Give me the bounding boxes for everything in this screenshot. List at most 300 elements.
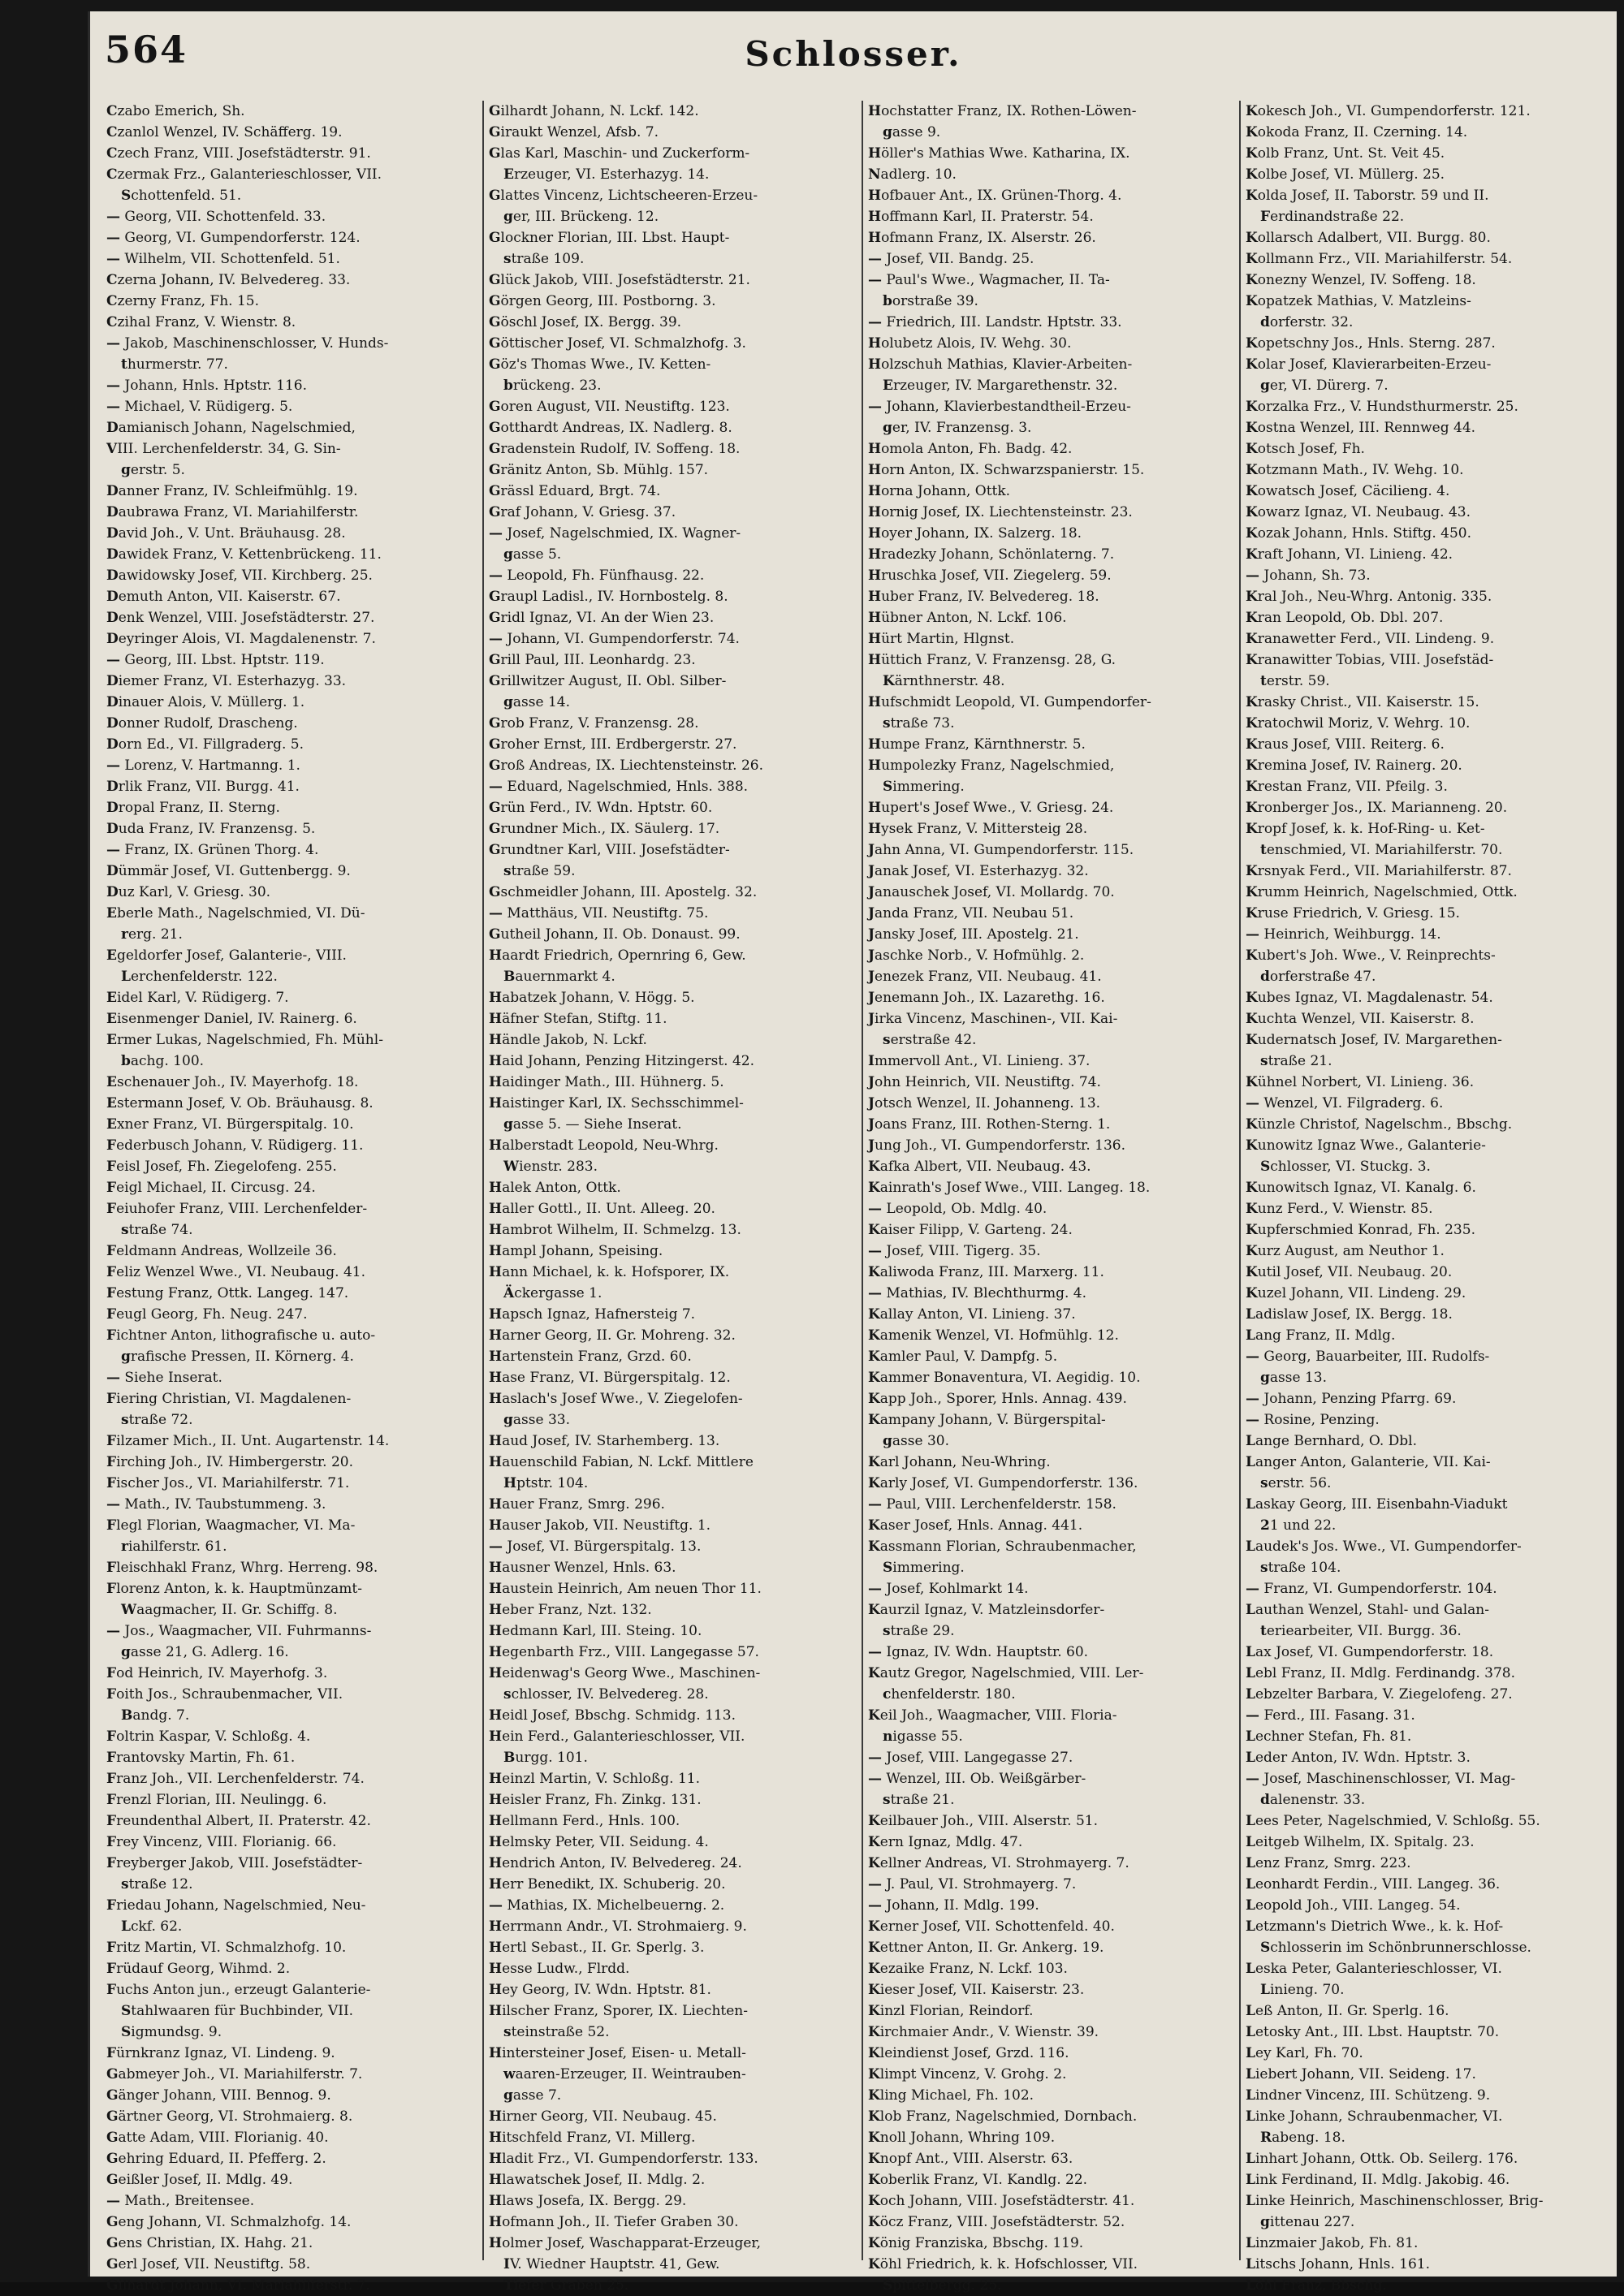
directory-entry: Gänger Johann, VIII. Bennog. 9.	[106, 2087, 331, 2104]
directory-entry: Kettner Anton, II. Gr. Ankerg. 19.	[868, 1940, 1104, 1956]
directory-entry: Jansky Josef, III. Apostelg. 21.	[868, 926, 1079, 943]
directory-entry: Haustein Heinrich, Am neuen Thor 11.	[489, 1581, 762, 1597]
directory-entry: — Michael, V. Rüdigerg. 5.	[106, 399, 293, 415]
directory-entry: dorferstraße 47.	[1260, 969, 1376, 985]
directory-entry: Lechner Stefan, Fh. 81.	[1246, 1728, 1412, 1745]
directory-entry: Sigmundsg. 9.	[121, 2024, 222, 2040]
directory-entry: Drlik Franz, VII. Burgg. 41.	[106, 779, 300, 795]
directory-entry: bachg. 100.	[121, 1053, 205, 1069]
directory-entry: straße 12.	[121, 1876, 193, 1892]
directory-entry: Jahn Anna, VI. Gumpendorferstr. 115.	[868, 842, 1134, 858]
directory-entry: Koch Johann, VIII. Josefstädterstr. 41.	[868, 2193, 1135, 2209]
directory-entry: Tiefer Graben 25.	[503, 2277, 629, 2294]
directory-entry: Hufschmidt Leopold, VI. Gumpendorfer-	[868, 694, 1151, 710]
directory-entry: tenschmied, VI. Mariahilferstr. 70.	[1260, 842, 1503, 858]
directory-entry: — Josef, VI. Bürgerspitalg. 13.	[489, 1539, 702, 1555]
directory-entry: Kostna Wenzel, III. Rennweg 44.	[1246, 420, 1476, 436]
directory-entry: Köhl Friedrich, k. k. Hofschlosser, VII.	[868, 2256, 1138, 2272]
directory-entry: Habatzek Johann, V. Högg. 5.	[489, 990, 695, 1006]
directory-entry: Glück Jakob, VIII. Josefstädterstr. 21.	[489, 272, 750, 288]
directory-entry: Hase Franz, VI. Bürgerspitalg. 12.	[489, 1370, 731, 1386]
directory-entry: Spittelbergg. 25.	[883, 2277, 1002, 2294]
directory-entry: Lange Bernhard, O. Dbl.	[1246, 1433, 1418, 1449]
directory-entry: Künzle Christof, Nagelschm., Bbschg.	[1246, 1116, 1513, 1133]
directory-entry: — Johann, Klavierbestandtheil-Erzeu-	[868, 399, 1131, 415]
directory-entry: Geißler Josef, II. Mdlg. 49.	[106, 2172, 293, 2188]
directory-entry: Flegl Florian, Waagmacher, VI. Ma-	[106, 1517, 356, 1534]
directory-entry: Lax Josef, VI. Gumpendorferstr. 18.	[1246, 1644, 1494, 1660]
directory-entry: Hürt Martin, Hlgnst.	[868, 631, 1015, 647]
directory-entry: gerstr. 5.	[121, 462, 185, 478]
directory-entry: Hegenbarth Frz., VIII. Langegasse 57.	[489, 1644, 759, 1660]
directory-entry: Herr Benedikt, IX. Schuberig. 20.	[489, 1876, 726, 1892]
directory-entry: gasse 21, G. Adlerg. 16.	[121, 1644, 289, 1660]
directory-entry: Kral Joh., Neu-Whrg. Antonig. 335.	[1246, 589, 1492, 605]
directory-entry: Grill Paul, III. Leonhardg. 23.	[489, 652, 696, 668]
directory-entry: Kranawetter Ferd., VII. Lindeng. 9.	[1246, 631, 1495, 647]
directory-entry: — Georg, Bauarbeiter, III. Rudolfs-	[1246, 1349, 1490, 1365]
directory-entry: Schottenfeld. 51.	[121, 188, 242, 204]
directory-entry: — Georg, III. Lbst. Hptstr. 119.	[106, 652, 325, 668]
directory-entry: Damianisch Johann, Nagelschmied,	[106, 420, 356, 436]
directory-entry: — Johann, VI. Gumpendorferstr. 74.	[489, 631, 740, 647]
directory-entry: Dümmär Josef, VI. Guttenbergg. 9.	[106, 863, 351, 879]
directory-entry: Hartenstein Franz, Grzd. 60.	[489, 1349, 692, 1365]
directory-entry: Kamenik Wenzel, VI. Hofmühlg. 12.	[868, 1327, 1119, 1344]
directory-entry: gittenau 227.	[1260, 2214, 1355, 2230]
directory-entry: Exner Franz, VI. Bürgerspitalg. 10.	[106, 1116, 354, 1133]
directory-entry: Feldmann Andreas, Wollzeile 36.	[106, 1243, 337, 1259]
directory-entry: Horn Anton, IX. Schwarzspanierstr. 15.	[868, 462, 1145, 478]
directory-entry: — Ferd., III. Fasang. 31.	[1246, 1707, 1415, 1724]
directory-entry: Laskay Georg, III. Eisenbahn-Viadukt	[1246, 1496, 1508, 1513]
directory-entry: Grässl Eduard, Brgt. 74.	[489, 483, 661, 499]
column-3	[862, 101, 1237, 2294]
directory-entry: Hauser Jakob, VII. Neustiftg. 1.	[489, 1517, 711, 1534]
directory-entry: Grundner Mich., IX. Säulerg. 17.	[489, 821, 720, 837]
directory-entry: — Franz, IX. Grünen Thorg. 4.	[106, 842, 319, 858]
directory-entry: — Josef, Kohlmarkt 14.	[868, 1581, 1029, 1597]
directory-entry: Wienstr. 283.	[503, 1159, 598, 1175]
directory-entry: — Lorenz, V. Hartmanng. 1.	[106, 757, 300, 774]
directory-entry: Schlosser, VI. Stuckg. 3.	[1260, 1159, 1431, 1175]
directory-entry: Haslach's Josef Wwe., V. Ziegelofen-	[489, 1391, 743, 1407]
directory-entry: ger, VI. Dürerg. 7.	[1260, 378, 1389, 394]
directory-entry: dorferstr. 32.	[1260, 314, 1354, 330]
directory-entry: Halberstadt Leopold, Neu-Whrg.	[489, 1137, 719, 1154]
directory-entry: Gschmeidler Johann, III. Apostelg. 32.	[489, 884, 758, 900]
directory-entry: Kamler Paul, V. Dampfg. 5.	[868, 1349, 1058, 1365]
directory-entry: chenfelderstr. 180.	[883, 1686, 1016, 1703]
directory-entry: Gränitz Anton, Sb. Mühlg. 157.	[489, 462, 709, 478]
directory-entry: Gridl Ignaz, VI. An der Wien 23.	[489, 610, 715, 626]
directory-entry: gasse 30.	[883, 1433, 949, 1449]
directory-entry: Geng Johann, VI. Schmalzhofg. 14.	[106, 2214, 352, 2230]
directory-entry: Kopetschny Jos., Hnls. Sterng. 287.	[1246, 335, 1496, 352]
directory-entry: Fischer Jos., VI. Mariahilferstr. 71.	[106, 1475, 350, 1491]
directory-entry: Firching Joh., IV. Himbergerstr. 20.	[106, 1454, 353, 1470]
directory-entry: steinstraße 52.	[503, 2024, 610, 2040]
directory-entry: Erzeuger, IV. Margarethenstr. 32.	[883, 378, 1118, 394]
directory-entry: Gatte Adam, VIII. Florianig. 40.	[106, 2130, 329, 2146]
directory-entry: Kellner Andreas, VI. Strohmayerg. 7.	[868, 1855, 1129, 1871]
directory-entry: Eberle Math., Nagelschmied, VI. Dü-	[106, 905, 365, 921]
directory-entry: Karly Josef, VI. Gumpendorferstr. 136.	[868, 1475, 1138, 1491]
directory-entry: Knoll Johann, Whring 109.	[868, 2130, 1056, 2146]
directory-entry: Litschs Johann, Hnls. 161.	[1246, 2256, 1430, 2272]
directory-entry: Dinauer Alois, V. Müllerg. 1.	[106, 694, 305, 710]
directory-entry: Kokoda Franz, II. Czerning. 14.	[1246, 124, 1468, 140]
directory-entry: Czerny Franz, Fh. 15.	[106, 293, 259, 309]
directory-entry: — Matthäus, VII. Neustiftg. 75.	[489, 905, 709, 921]
directory-entry: Knopf Ant., VIII. Alserstr. 63.	[868, 2151, 1073, 2167]
directory-entry: Leitgeb Wilhelm, IX. Spitalg. 23.	[1246, 1834, 1475, 1850]
directory-entry: Kupferschmied Konrad, Fh. 235.	[1246, 1222, 1475, 1238]
directory-entry: Fod Heinrich, IV. Mayerhofg. 3.	[106, 1665, 328, 1681]
directory-entry: Nadlerg. 10.	[868, 166, 957, 183]
directory-entry: Glas Karl, Maschin- und Zuckerform-	[489, 145, 750, 162]
directory-entry: Kärnthnerstr. 48.	[883, 673, 1005, 689]
directory-entry: Czihal Franz, V. Wienstr. 8.	[106, 314, 296, 330]
directory-entry: Kowarz Ignaz, VI. Neubaug. 43.	[1246, 504, 1471, 520]
directory-entry: König Franziska, Bbschg. 119.	[868, 2235, 1084, 2251]
directory-entry: Egeldorfer Josef, Galanterie-, VIII.	[106, 947, 347, 964]
page-title: Schlosser.	[745, 34, 962, 74]
directory-entry: Kaliwoda Franz, III. Marxerg. 11.	[868, 1264, 1104, 1280]
directory-entry: Rabeng. 18.	[1260, 2130, 1345, 2146]
directory-entry: Hesse Ludw., Flrdd.	[489, 1961, 630, 1977]
directory-entry: Friedau Johann, Nagelschmied, Neu-	[106, 1897, 366, 1914]
directory-entry: — Jos., Waagmacher, VII. Fuhrmanns-	[106, 1623, 372, 1639]
directory-entry: Harner Georg, II. Gr. Mohreng. 32.	[489, 1327, 736, 1344]
directory-entry: Dawidek Franz, V. Kettenbrückeng. 11.	[106, 546, 382, 563]
directory-entry: Kutil Josef, VII. Neubaug. 20.	[1246, 1264, 1453, 1280]
directory-entry: Hüttich Franz, V. Franzensg. 28, G.	[868, 652, 1116, 668]
directory-entry: Hintersteiner Josef, Eisen- u. Metall-	[489, 2045, 746, 2061]
directory-entry: rerg. 21.	[121, 926, 183, 943]
directory-entry: — Jakob, Maschinenschlosser, V. Hunds-	[106, 335, 389, 352]
directory-entry: Kolb Franz, Unt. St. Veit 45.	[1246, 145, 1445, 162]
directory-entry: straße 29.	[883, 1623, 955, 1639]
directory-entry: Lang Franz, II. Mdlg.	[1246, 1327, 1396, 1344]
directory-entry: — Ignaz, IV. Wdn. Hauptstr. 60.	[868, 1644, 1089, 1660]
directory-entry: Hlaws Josefa, IX. Bergg. 29.	[489, 2193, 687, 2209]
directory-entry: Kurz August, am Neuthor 1.	[1246, 1243, 1445, 1259]
directory-entry: Keilbauer Joh., VIII. Alserstr. 51.	[868, 1813, 1098, 1829]
directory-entry: Hellmann Ferd., Hnls. 100.	[489, 1813, 680, 1829]
directory-entry: Fichtner Anton, lithografische u. auto-	[106, 1327, 376, 1344]
directory-entry: Klimpt Vincenz, V. Grohg. 2.	[868, 2066, 1067, 2082]
directory-entry: straße 109.	[503, 251, 585, 267]
directory-entry: Lindner Vincenz, III. Schützeng. 9.	[1246, 2087, 1491, 2104]
directory-entry: Feigl Michael, II. Circusg. 24.	[106, 1180, 316, 1196]
directory-entry: Immervoll Ant., VI. Linieng. 37.	[868, 1053, 1091, 1069]
directory-entry: Koberlik Franz, VI. Kandlg. 22.	[868, 2172, 1088, 2188]
directory-entry: — Georg, VI. Gumpendorferstr. 124.	[106, 230, 361, 246]
directory-entry: Kotzmann Math., IV. Wehg. 10.	[1246, 462, 1464, 478]
directory-entry: Kern Ignaz, Mdlg. 47.	[868, 1834, 1023, 1850]
directory-entry: Kapp Joh., Sporer, Hnls. Annag. 439.	[868, 1391, 1127, 1407]
directory-entry: Graupl Ladisl., IV. Hornbostelg. 8.	[489, 589, 728, 605]
directory-entry: Kolar Josef, Klavierarbeiten-Erzeu-	[1246, 356, 1492, 373]
directory-entry: Humpe Franz, Kärnthnerstr. 5.	[868, 736, 1086, 753]
directory-entry: Feiuhofer Franz, VIII. Lerchenfelder-	[106, 1201, 368, 1217]
directory-entry: Hornig Josef, IX. Liechtensteinstr. 23.	[868, 504, 1133, 520]
directory-entry: Gilhardt Johann, N. Lckf. 142.	[489, 103, 699, 119]
directory-entry: Joans Franz, III. Rothen-Sterng. 1.	[868, 1116, 1111, 1133]
directory-entry: Kleindienst Josef, Grzd. 116.	[868, 2045, 1069, 2061]
directory-entry: — Josef, VII. Bandg. 25.	[868, 251, 1034, 267]
directory-entry: Waagmacher, II. Gr. Schiffg. 8.	[121, 1602, 338, 1618]
directory-entry: Hapsch Ignaz, Hafnersteig 7.	[489, 1306, 696, 1323]
directory-entry: waaren-Erzeuger, II. Weintrauben-	[503, 2066, 746, 2082]
directory-entry: Hertl Sebast., II. Gr. Sperlg. 3.	[489, 1940, 705, 1956]
directory-entry: Leß Anton, II. Gr. Sperlg. 16.	[1246, 2003, 1449, 2019]
directory-entry: — Leopold, Ob. Mdlg. 40.	[868, 1201, 1047, 1217]
directory-entry: Heinzl Martin, V. Schloßg. 11.	[489, 1771, 700, 1787]
directory-entry: — Rosine, Penzing.	[1246, 1412, 1380, 1428]
directory-entry: Dawidowsky Josef, VII. Kirchberg. 25.	[106, 568, 373, 584]
directory-entry: Freundenthal Albert, II. Praterstr. 42.	[106, 1813, 371, 1829]
directory-entry: dalenenstr. 33.	[1260, 1792, 1366, 1808]
directory-entry: Händle Jakob, N. Lckf.	[489, 1032, 647, 1048]
directory-entry: Hirner Georg, VII. Neubaug. 45.	[489, 2108, 717, 2125]
directory-entry: Hochstatter Franz, IX. Rothen-Löwen-	[868, 103, 1137, 119]
directory-entry: Filzamer Mich., II. Unt. Augartenstr. 14.	[106, 1433, 390, 1449]
directory-entry: Höller's Mathias Wwe. Katharina, IX.	[868, 145, 1130, 162]
directory-entry: — Friedrich, III. Landstr. Hptstr. 33.	[868, 314, 1122, 330]
directory-entry: — Mathias, IX. Michelbeuerng. 2.	[489, 1897, 725, 1914]
directory-entry: riahilferstr. 61.	[121, 1539, 227, 1555]
directory-entry: — Wenzel, VI. Filgraderg. 6.	[1246, 1095, 1444, 1111]
directory-entry: Kling Michael, Fh. 102.	[868, 2087, 1034, 2104]
directory-entry: gasse 33.	[503, 1412, 570, 1428]
directory-entry: Hofmann Joh., II. Tiefer Graben 30.	[489, 2214, 739, 2230]
directory-entry: Hann Michael, k. k. Hofsporer, IX.	[489, 1264, 730, 1280]
directory-entry: Kremina Josef, IV. Rainerg. 20.	[1246, 757, 1462, 774]
directory-entry: Czanlol Wenzel, IV. Schäfferg. 19.	[106, 124, 343, 140]
directory-entry: Giraukt Wenzel, Afsb. 7.	[489, 124, 659, 140]
directory-entry: Kollarsch Adalbert, VII. Burgg. 80.	[1246, 230, 1491, 246]
directory-entry: Lenz Franz, Smrg. 223.	[1246, 1855, 1411, 1871]
directory-entry: Kuchta Wenzel, VII. Kaiserstr. 8.	[1246, 1011, 1475, 1027]
directory-entry: Jirka Vincenz, Maschinen-, VII. Kai-	[868, 1011, 1118, 1027]
directory-entry: Czerna Johann, IV. Belvedereg. 33.	[106, 272, 351, 288]
directory-entry: — Johann, Hnls. Hptstr. 116.	[106, 378, 307, 394]
directory-entry: Kranawitter Tobias, VIII. Josefstäd-	[1246, 652, 1494, 668]
directory-entry: — Heinrich, Weihburgg. 14.	[1246, 926, 1441, 943]
page-number: 564	[105, 28, 188, 71]
directory-entry: grafische Pressen, II. Körnerg. 4.	[121, 1349, 354, 1365]
directory-entry: Görgen Georg, III. Postborng. 3.	[489, 293, 716, 309]
directory-entry: brückeng. 23.	[503, 378, 602, 394]
directory-entry: Lckf. 62.	[121, 1918, 183, 1935]
directory-entry: — Johann, Penzing Pfarrg. 69.	[1246, 1391, 1457, 1407]
directory-entry: Glattes Vincenz, Lichtscheeren-Erzeu-	[489, 188, 758, 204]
directory-entry: Foltrin Kaspar, V. Schloßg. 4.	[106, 1728, 311, 1745]
directory-entry: Kampany Johann, V. Bürgerspital-	[868, 1412, 1106, 1428]
directory-entry: Gilhardt Johann, VI. Mariahilferstr. 7.	[106, 2277, 370, 2294]
directory-entry: Lebzelter Barbara, V. Ziegelofeng. 27.	[1246, 1686, 1513, 1703]
directory-entry: Früdauf Georg, Wihmd. 2.	[106, 1961, 291, 1977]
directory-entry: Leska Peter, Galanterieschlosser, VI.	[1246, 1961, 1502, 1977]
directory-entry: Letosky Ant., III. Lbst. Hauptstr. 70.	[1246, 2024, 1500, 2040]
directory-entry: Kunowitz Ignaz Wwe., Galanterie-	[1246, 1137, 1486, 1154]
directory-entry: — Leopold, Fh. Fünfhausg. 22.	[489, 568, 705, 584]
directory-entry: Leder Anton, IV. Wdn. Hptstr. 3.	[1246, 1750, 1471, 1766]
directory-entry: Federbusch Johann, V. Rüdigerg. 11.	[106, 1137, 364, 1154]
directory-entry: Kudernatsch Josef, IV. Margarethen-	[1246, 1032, 1502, 1048]
directory-entry: gasse 5. — Siehe Inserat.	[503, 1116, 682, 1133]
directory-entry: Hladit Frz., VI. Gumpendorferstr. 133.	[489, 2151, 758, 2167]
directory-entry: Jotsch Wenzel, II. Johanneng. 13.	[868, 1095, 1101, 1111]
directory-entry: Kubes Ignaz, VI. Magdalenastr. 54.	[1246, 990, 1493, 1006]
directory-entry: Freyberger Jakob, VIII. Josefstädter-	[106, 1855, 363, 1871]
directory-entry: Hysek Franz, V. Mittersteig 28.	[868, 821, 1088, 837]
directory-entry: Göschl Josef, IX. Bergg. 39.	[489, 314, 682, 330]
directory-entry: Frenzl Florian, III. Neulingg. 6.	[106, 1792, 327, 1808]
directory-entry: straße 21.	[883, 1792, 955, 1808]
directory-entry: Dropal Franz, II. Sterng.	[106, 800, 280, 816]
directory-entry: Hoyer Johann, IX. Salzerg. 18.	[868, 525, 1082, 542]
directory-entry: Kallay Anton, VI. Linieng. 37.	[868, 1306, 1076, 1323]
directory-entry: Hradezky Johann, Schönlaterng. 7.	[868, 546, 1115, 563]
directory-entry: Langer Anton, Galanterie, VII. Kai-	[1246, 1454, 1491, 1470]
directory-entry: Kaser Josef, Hnls. Annag. 441.	[868, 1517, 1083, 1534]
directory-entry: Hptstr. 104.	[503, 1475, 589, 1491]
directory-entry: Hilscher Franz, Sporer, IX. Liechten-	[489, 2003, 748, 2019]
directory-entry: Czermak Frz., Galanterieschlosser, VII.	[106, 166, 382, 183]
directory-entry: Linhart Johann, Ottk. Ob. Seilerg. 176.	[1246, 2151, 1518, 2167]
directory-entry: straße 104.	[1260, 1560, 1341, 1576]
directory-entry: Hambrot Wilhelm, II. Schmelzg. 13.	[489, 1222, 741, 1238]
directory-entry: Foith Jos., Schraubenmacher, VII.	[106, 1686, 343, 1703]
directory-entry: Grundtner Karl, VIII. Josefstädter-	[489, 842, 730, 858]
directory-entry: Deyringer Alois, VI. Magdalenenstr. 7.	[106, 631, 376, 647]
directory-entry: David Joh., V. Unt. Bräuhausg. 28.	[106, 525, 346, 542]
directory-entry: Simmering.	[883, 1560, 965, 1576]
directory-entry: Kammer Bonaventura, VI. Aegidig. 10.	[868, 1370, 1141, 1386]
directory-entry: Halek Anton, Ottk.	[489, 1180, 621, 1196]
directory-entry: Hey Georg, IV. Wdn. Hptstr. 81.	[489, 1982, 711, 1998]
directory-entry: Daubrawa Franz, VI. Mariahilferstr.	[106, 504, 359, 520]
directory-entry: Haid Johann, Penzing Hitzingerst. 42.	[489, 1053, 754, 1069]
directory-entry: — Johann, Sh. 73.	[1246, 568, 1371, 584]
directory-entry: Kaurzil Ignaz, V. Matzleinsdorfer-	[868, 1602, 1105, 1618]
directory-entry: — Josef, VIII. Langegasse 27.	[868, 1750, 1073, 1766]
directory-entry: Hausner Wenzel, Hnls. 63.	[489, 1560, 676, 1576]
directory-entry: Ferdinandstraße 22.	[1260, 209, 1405, 225]
directory-entry: Haistinger Karl, IX. Sechsschimmel-	[489, 1095, 744, 1111]
directory-entry: Schlosserin im Schönbrunnerschlosse.	[1260, 1940, 1531, 1956]
directory-entry: Kozak Johann, Hnls. Stiftg. 450.	[1246, 525, 1471, 542]
directory-entry: Liebert Johann, VII. Seideng. 17.	[1246, 2066, 1476, 2082]
directory-entry: Löhl Franz, Bbschg.	[1246, 2277, 1387, 2294]
directory-entry: — Eduard, Nagelschmied, Hnls. 388.	[489, 779, 749, 795]
directory-entry: Äckergasse 1.	[503, 1285, 603, 1301]
directory-entry: Estermann Josef, V. Ob. Bräuhausg. 8.	[106, 1095, 374, 1111]
directory-entry: nigasse 55.	[883, 1728, 963, 1745]
directory-entry: Herrmann Andr., VI. Strohmaierg. 9.	[489, 1918, 747, 1935]
directory-entry: thurmerstr. 77.	[121, 356, 228, 373]
directory-entry: Bandg. 7.	[121, 1707, 190, 1724]
document-page	[88, 11, 1617, 2294]
directory-entry: Laudek's Jos. Wwe., VI. Gumpendorfer-	[1246, 1539, 1522, 1555]
directory-entry: Linieng. 70.	[1260, 1982, 1345, 1998]
directory-entry: Gehring Eduard, II. Pfefferg. 2.	[106, 2151, 326, 2167]
directory-entry: John Heinrich, VII. Neustiftg. 74.	[868, 1074, 1101, 1090]
directory-entry: Florenz Anton, k. k. Hauptmünzamt-	[106, 1581, 362, 1597]
directory-entry: Gens Christian, IX. Hahg. 21.	[106, 2235, 313, 2251]
directory-entry: — Paul, VIII. Lerchenfelderstr. 158.	[868, 1496, 1116, 1513]
directory-entry: Gutheil Johann, II. Ob. Donaust. 99.	[489, 926, 741, 943]
directory-entry: Grob Franz, V. Franzensg. 28.	[489, 715, 699, 732]
column-2	[482, 101, 858, 2294]
directory-entry: — Math., IV. Taubstummeng. 3.	[106, 1496, 326, 1513]
directory-entry: Hofmann Franz, IX. Alserstr. 26.	[868, 230, 1096, 246]
directory-entry: IV. Wiedner Hauptstr. 41, Gew.	[503, 2256, 720, 2272]
directory-entry: straße 73.	[883, 715, 955, 732]
directory-entry: Heidenwag's Georg Wwe., Maschinen-	[489, 1665, 761, 1681]
directory-entry: Klob Franz, Nagelschmied, Dornbach.	[868, 2108, 1138, 2125]
directory-entry: Holubetz Alois, IV. Wehg. 30.	[868, 335, 1072, 352]
directory-entry: Graf Johann, V. Griesg. 37.	[489, 504, 676, 520]
directory-entry: Krasky Christ., VII. Kaiserstr. 15.	[1246, 694, 1479, 710]
directory-entry: Fiering Christian, VI. Magdalenen-	[106, 1391, 352, 1407]
directory-entry: Leopold Joh., VIII. Langeg. 54.	[1246, 1897, 1461, 1914]
directory-entry: serstraße 42.	[883, 1032, 977, 1048]
directory-entry: Kran Leopold, Ob. Dbl. 207.	[1246, 610, 1444, 626]
directory-entry: Hofbauer Ant., IX. Grünen-Thorg. 4.	[868, 188, 1122, 204]
directory-entry: Janauschek Josef, VI. Mollardg. 70.	[868, 884, 1115, 900]
directory-entry: Grün Ferd., IV. Wdn. Hptstr. 60.	[489, 800, 713, 816]
directory-entry: — Paul's Wwe., Wagmacher, II. Ta-	[868, 272, 1110, 288]
directory-entry: Kirchmaier Andr., V. Wienstr. 39.	[868, 2024, 1099, 2040]
directory-entry: Donner Rudolf, Drascheng.	[106, 715, 298, 732]
directory-entry: Linke Johann, Schraubenmacher, VI.	[1246, 2108, 1503, 2125]
directory-entry: Jaschke Norb., V. Hofmühlg. 2.	[868, 947, 1085, 964]
directory-entry: — Siehe Inserat.	[106, 1370, 222, 1386]
directory-entry: Dorn Ed., VI. Fillgraderg. 5.	[106, 736, 304, 753]
directory-entry: Ley Karl, Fh. 70.	[1246, 2045, 1363, 2061]
directory-entry: Hauenschild Fabian, N. Lckf. Mittlere	[489, 1454, 754, 1470]
directory-entry: Kolbe Josef, VI. Müllerg. 25.	[1246, 166, 1445, 183]
directory-entry: Hauer Franz, Smrg. 296.	[489, 1496, 665, 1513]
directory-entry: Hruschka Josef, VII. Ziegelerg. 59.	[868, 568, 1112, 584]
directory-entry: Festung Franz, Ottk. Langeg. 147.	[106, 1285, 349, 1301]
directory-entry: Kruse Friedrich, V. Griesg. 15.	[1246, 905, 1460, 921]
directory-entry: — Wenzel, III. Ob. Weißgärber-	[868, 1771, 1086, 1787]
directory-entry: Kieser Josef, VII. Kaiserstr. 23.	[868, 1982, 1085, 1998]
directory-entry: Horna Johann, Ottk.	[868, 483, 1011, 499]
directory-entry: Kotsch Josef, Fh.	[1246, 441, 1365, 457]
directory-entry: Gärtner Georg, VI. Strohmaierg. 8.	[106, 2108, 353, 2125]
directory-entry: Lerchenfelderstr. 122.	[121, 969, 278, 985]
directory-entry: Krumm Heinrich, Nagelschmied, Ottk.	[1246, 884, 1518, 900]
directory-entry: Karl Johann, Neu-Whring.	[868, 1454, 1051, 1470]
directory-entry: Duda Franz, IV. Franzensg. 5.	[106, 821, 316, 837]
directory-entry: Kratochwil Moriz, V. Wehrg. 10.	[1246, 715, 1471, 732]
directory-entry: Diemer Franz, VI. Esterhazyg. 33.	[106, 673, 347, 689]
directory-entry: Kinzl Florian, Reindorf.	[868, 2003, 1034, 2019]
directory-entry: — Mathias, IV. Blechthurmg. 4.	[868, 1285, 1087, 1301]
directory-entry: Haardt Friedrich, Opernring 6, Gew.	[489, 947, 746, 964]
directory-entry: Kopatzek Mathias, V. Matzleins-	[1246, 293, 1471, 309]
directory-entry: gasse 5.	[503, 546, 562, 563]
directory-entry: Kezaike Franz, N. Lckf. 103.	[868, 1961, 1068, 1977]
directory-entry: Letzmann's Dietrich Wwe., k. k. Hof-	[1246, 1918, 1504, 1935]
directory-entry: — Franz, VI. Gumpendorferstr. 104.	[1246, 1581, 1497, 1597]
